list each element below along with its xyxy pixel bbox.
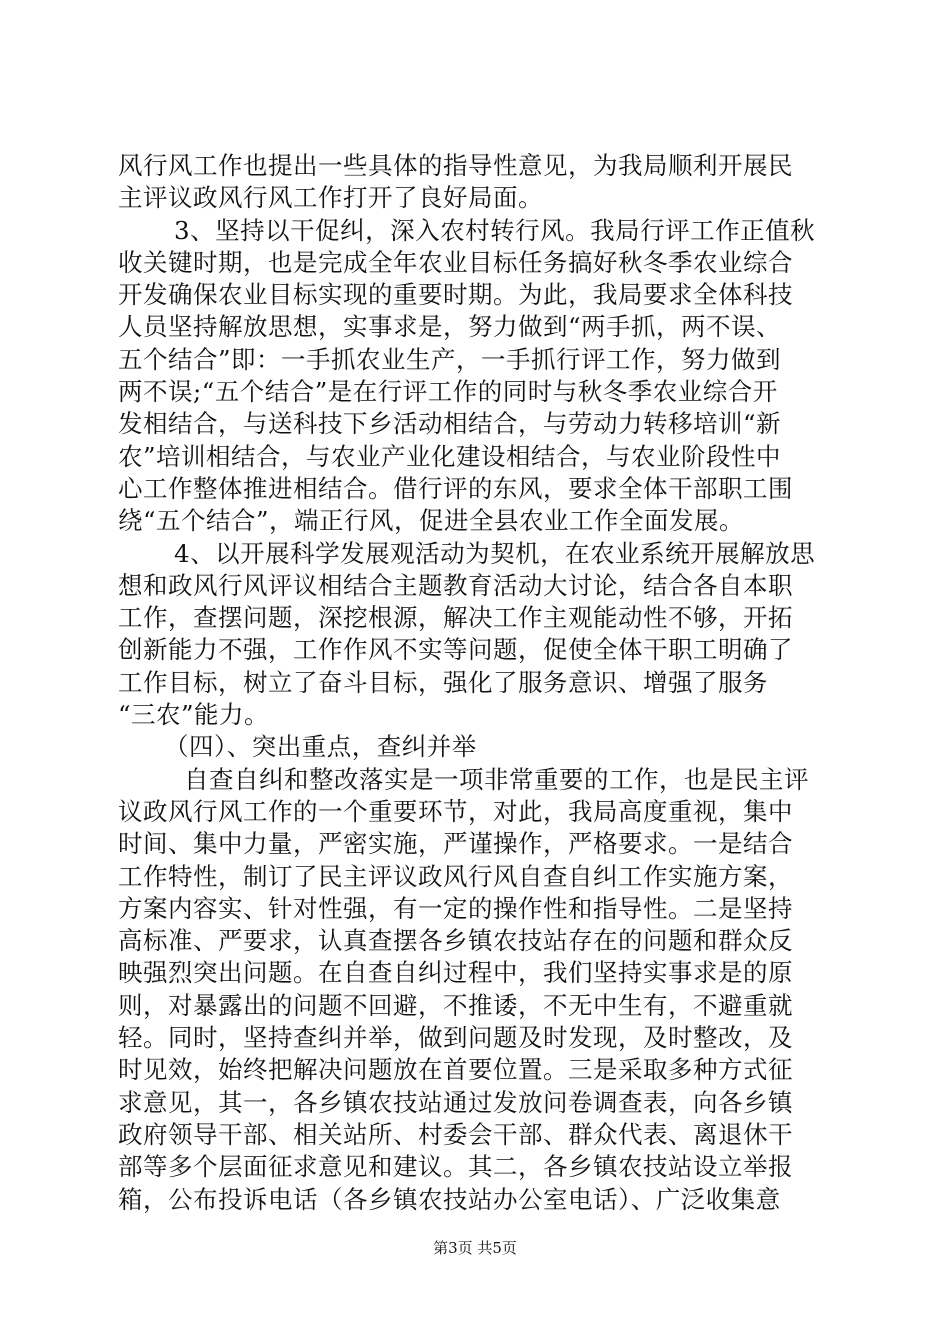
text-line: 工作特性，制订了民主评议政风行风自查自纠工作实施方案， [118, 861, 793, 891]
text-line: 议政风行风工作的一个重要环节，对此，我局高度重视，集中 [118, 796, 793, 826]
text-line: 轻。同时，坚持查纠并举，做到问题及时发现，及时整改，及 [118, 1023, 793, 1053]
document-body [118, 150, 838, 1216]
paragraph-start: 自查自纠和整改落实是一项非常重要的工作，也是民主评 [184, 764, 809, 794]
text-line: 时见效，始终把解决问题放在首要位置。三是采取多种方式征 [118, 1055, 793, 1085]
text-line: 五个结合”即：一手抓农业生产，一手抓行评工作，努力做到 [118, 344, 782, 374]
text-line: 人员坚持解放思想，实事求是，努力做到“两手抓，两不误、 [118, 312, 782, 342]
text-line: 开发确保农业目标实现的重要时期。为此，我局要求全体科技 [118, 280, 793, 310]
text-line: 想和政风行风评议相结合主题教育活动大讨论，结合各自本职 [118, 570, 793, 600]
text-line: “三农”能力。 [118, 700, 270, 730]
text-line: 心工作整体推进相结合。借行评的东风，要求全体干部职工围 [118, 473, 793, 503]
text-line: 箱，公布投诉电话（各乡镇农技站办公室电话）、广泛收集意 [118, 1184, 781, 1214]
paragraph-3-start: 3、坚持以干促纠，深入农村转行风。我局行评工作正值秋 [174, 215, 816, 245]
text-line: 工作目标，树立了奋斗目标，强化了服务意识、增强了服务 [118, 667, 768, 697]
paragraph-4-start: 4、以开展科学发展观活动为契机，在农业系统开展解放思 [174, 538, 816, 568]
text-line: 部等多个层面征求意见和建议。其二，各乡镇农技站设立举报 [118, 1152, 793, 1182]
text-line: 风行风工作也提出一些具体的指导性意见，为我局顺利开展民 [118, 151, 793, 180]
text-line: 绕“五个结合”，端正行风，促进全县农业工作全面发展。 [118, 506, 745, 536]
text-line: 农”培训相结合，与农业产业化建设相结合，与农业阶段性中 [118, 441, 782, 471]
page-number: 第3页 共5页 [433, 1239, 517, 1257]
text-line: 时间、集中力量，严密实施，严谨操作，严格要求。一是结合 [118, 829, 793, 859]
text-line: 高标准、严要求，认真查摆各乡镇农技站存在的问题和群众反 [118, 926, 793, 956]
text-line: 创新能力不强，工作作风不实等问题，促使全体干职工明确了 [118, 635, 793, 665]
text-line: 发相结合，与送科技下乡活动相结合，与劳动力转移培训“新 [118, 409, 782, 439]
text-line: 工作，查摆问题，深挖根源，解决工作主观能动性不够，开拓 [118, 603, 793, 633]
text-line: 两不误;“五个结合”是在行评工作的同时与秋冬季农业综合开 [118, 377, 778, 407]
text-line: 主评议政风行风工作打开了良好局面。 [118, 183, 543, 213]
section-heading: （四）、突出重点，查纠并举 [164, 732, 477, 762]
text-line: 则，对暴露出的问题不回避，不推诿，不无中生有，不避重就 [118, 990, 793, 1020]
text-line: 映强烈突出问题。在自查自纠过程中，我们坚持实事求是的原 [118, 958, 793, 988]
text-line: 收关键时期，也是完成全年农业目标任务搞好秋冬季农业综合 [118, 247, 793, 277]
text-line: 方案内容实、针对性强，有一定的操作性和指导性。二是坚持 [118, 893, 793, 923]
text-line: 政府领导干部、相关站所、村委会干部、群众代表、离退休干 [118, 1119, 793, 1149]
text-line: 求意见，其一，各乡镇农技站通过发放问卷调查表，向各乡镇 [118, 1087, 793, 1117]
